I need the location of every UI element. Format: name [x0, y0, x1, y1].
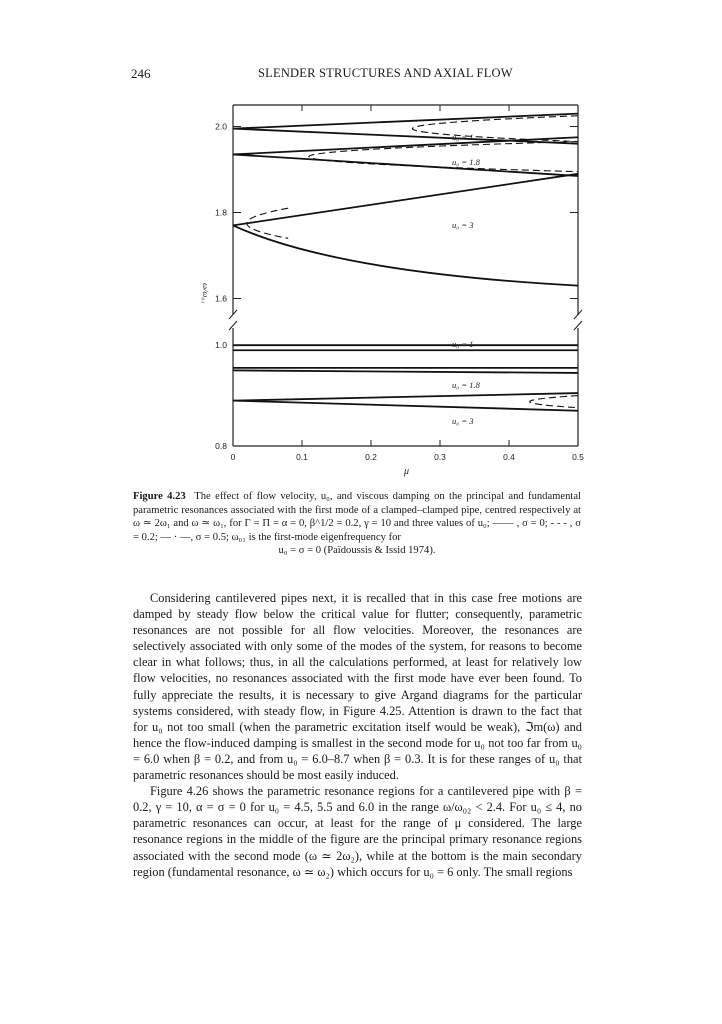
plot-curves — [233, 114, 578, 411]
figure-4-23-plot — [0, 0, 722, 490]
caption-text: The effect of flow velocity, u₀, and viscous damping on the principal and fundamental parametric resonances associated with the first mode of a clamped–clamped pipe, centred respectively at ω ≃ 2ω₁ and ω ≃ ω₁, for Γ = Π = α = 0, β^1/2 = 0.2, γ = 10 and three values of u₀; —— , σ = 0; - - - , σ = 0.2; — · —, σ = 0.5; ω₀₁ is the first-mode eigenfrequency for — [133, 491, 581, 543]
y-tick-label: 0.8 — [215, 441, 227, 451]
curve-label-upper: u₀ = 1.8 — [452, 157, 480, 167]
x-tick-label: 0.3 — [434, 452, 446, 462]
x-tick-label: 0.5 — [572, 452, 584, 462]
body-text — [133, 590, 582, 880]
curve-label-lower: u₀ = 1.8 — [452, 380, 480, 390]
lower-curve — [233, 370, 578, 373]
x-tick-label: 0 — [230, 452, 236, 462]
running-head: SLENDER STRUCTURES AND AXIAL FLOW — [258, 66, 513, 80]
y-tick-label: 1.8 — [215, 207, 227, 218]
upper-curve — [233, 129, 578, 144]
x-tick-label: 0.2 — [365, 452, 377, 462]
x-axis-label: μ — [404, 466, 410, 477]
curve-label-upper: u₀ = 3 — [452, 220, 474, 230]
caption-lead: Figure 4.23 — [133, 491, 186, 502]
paragraph-2: Figure 4.26 shows the parametric resonance regions for a cantilevered pipe with β = 0.2, γ = 10, α = σ = 0 for u₀ = 4.5, 5.5 and 6.0 in the range ω/ω₀₂ < 2.4. For u₀ ≤ 4, no parametric resonances can occur, at least for the range of μ considered. The large resonance regions in the middle of the figure are the principal primary resonance regions associated with the second mode (ω ≃ 2ω₂), while at the bottom is the main secondary region (fundamental resonance, ω ≃ ω₂) which occurs for u₀ = 6 only. The small regions — [133, 784, 582, 879]
caption-last-line: u₀ = σ = 0 (Païdoussis & Issid 1974). — [278, 545, 436, 557]
x-tick-label: 0.1 — [296, 452, 308, 462]
x-tick-label: 0.4 — [503, 452, 515, 462]
upper-curve — [233, 225, 578, 285]
lower-curve — [233, 401, 578, 411]
plot-labels — [452, 132, 481, 426]
curve-label-lower: u₀ = 3 — [452, 416, 474, 426]
page-number: 246 — [131, 66, 151, 81]
figure-caption — [133, 490, 581, 558]
curve-label-lower: u₀ = 1 — [452, 339, 474, 349]
lower-curve — [233, 393, 578, 401]
y-tick-label: 2.0 — [215, 121, 227, 132]
y-axis-label: ω/ω₀₁ — [201, 283, 211, 304]
curve-label-upper: u₀ = 1 — [452, 132, 474, 142]
y-tick-label: 1.6 — [215, 293, 227, 304]
upper-curve — [233, 114, 578, 129]
paragraph-1: Considering cantilevered pipes next, it is recalled that in this case free motions are damped by steady flow below the critical value for flutter; consequently, parametric resonances are not possible for all flow velocities. Moreover, the resonances are selectively associated with only some of the modes of the system, for reasons to become clear in what follows; thus, in all the calculations performed, at least for relatively low flow velocities, no resonances associated with the first mode have ever been found. To fully appreciate the results, it is necessary to give Argand diagrams for the particular systems considered, with steady flow, in Figure 4.25. Attention is drawn to the fact that for u₀ not too small (when the parametric excitation itself would be weak), ℑm(ω) and hence the flow-induced damping is smallest in the second mode for u₀ not too far from u₀ = 6.0 when β = 0.2, and from u₀ = 6.0–8.7 when β = 0.3. It is for these ranges of u₀ that parametric resonances should be most easily induced. — [133, 591, 582, 783]
upper-curve — [233, 137, 578, 154]
lower-curve — [530, 396, 578, 408]
upper-curve — [233, 174, 578, 226]
y-tick-label: 1.0 — [215, 340, 227, 351]
